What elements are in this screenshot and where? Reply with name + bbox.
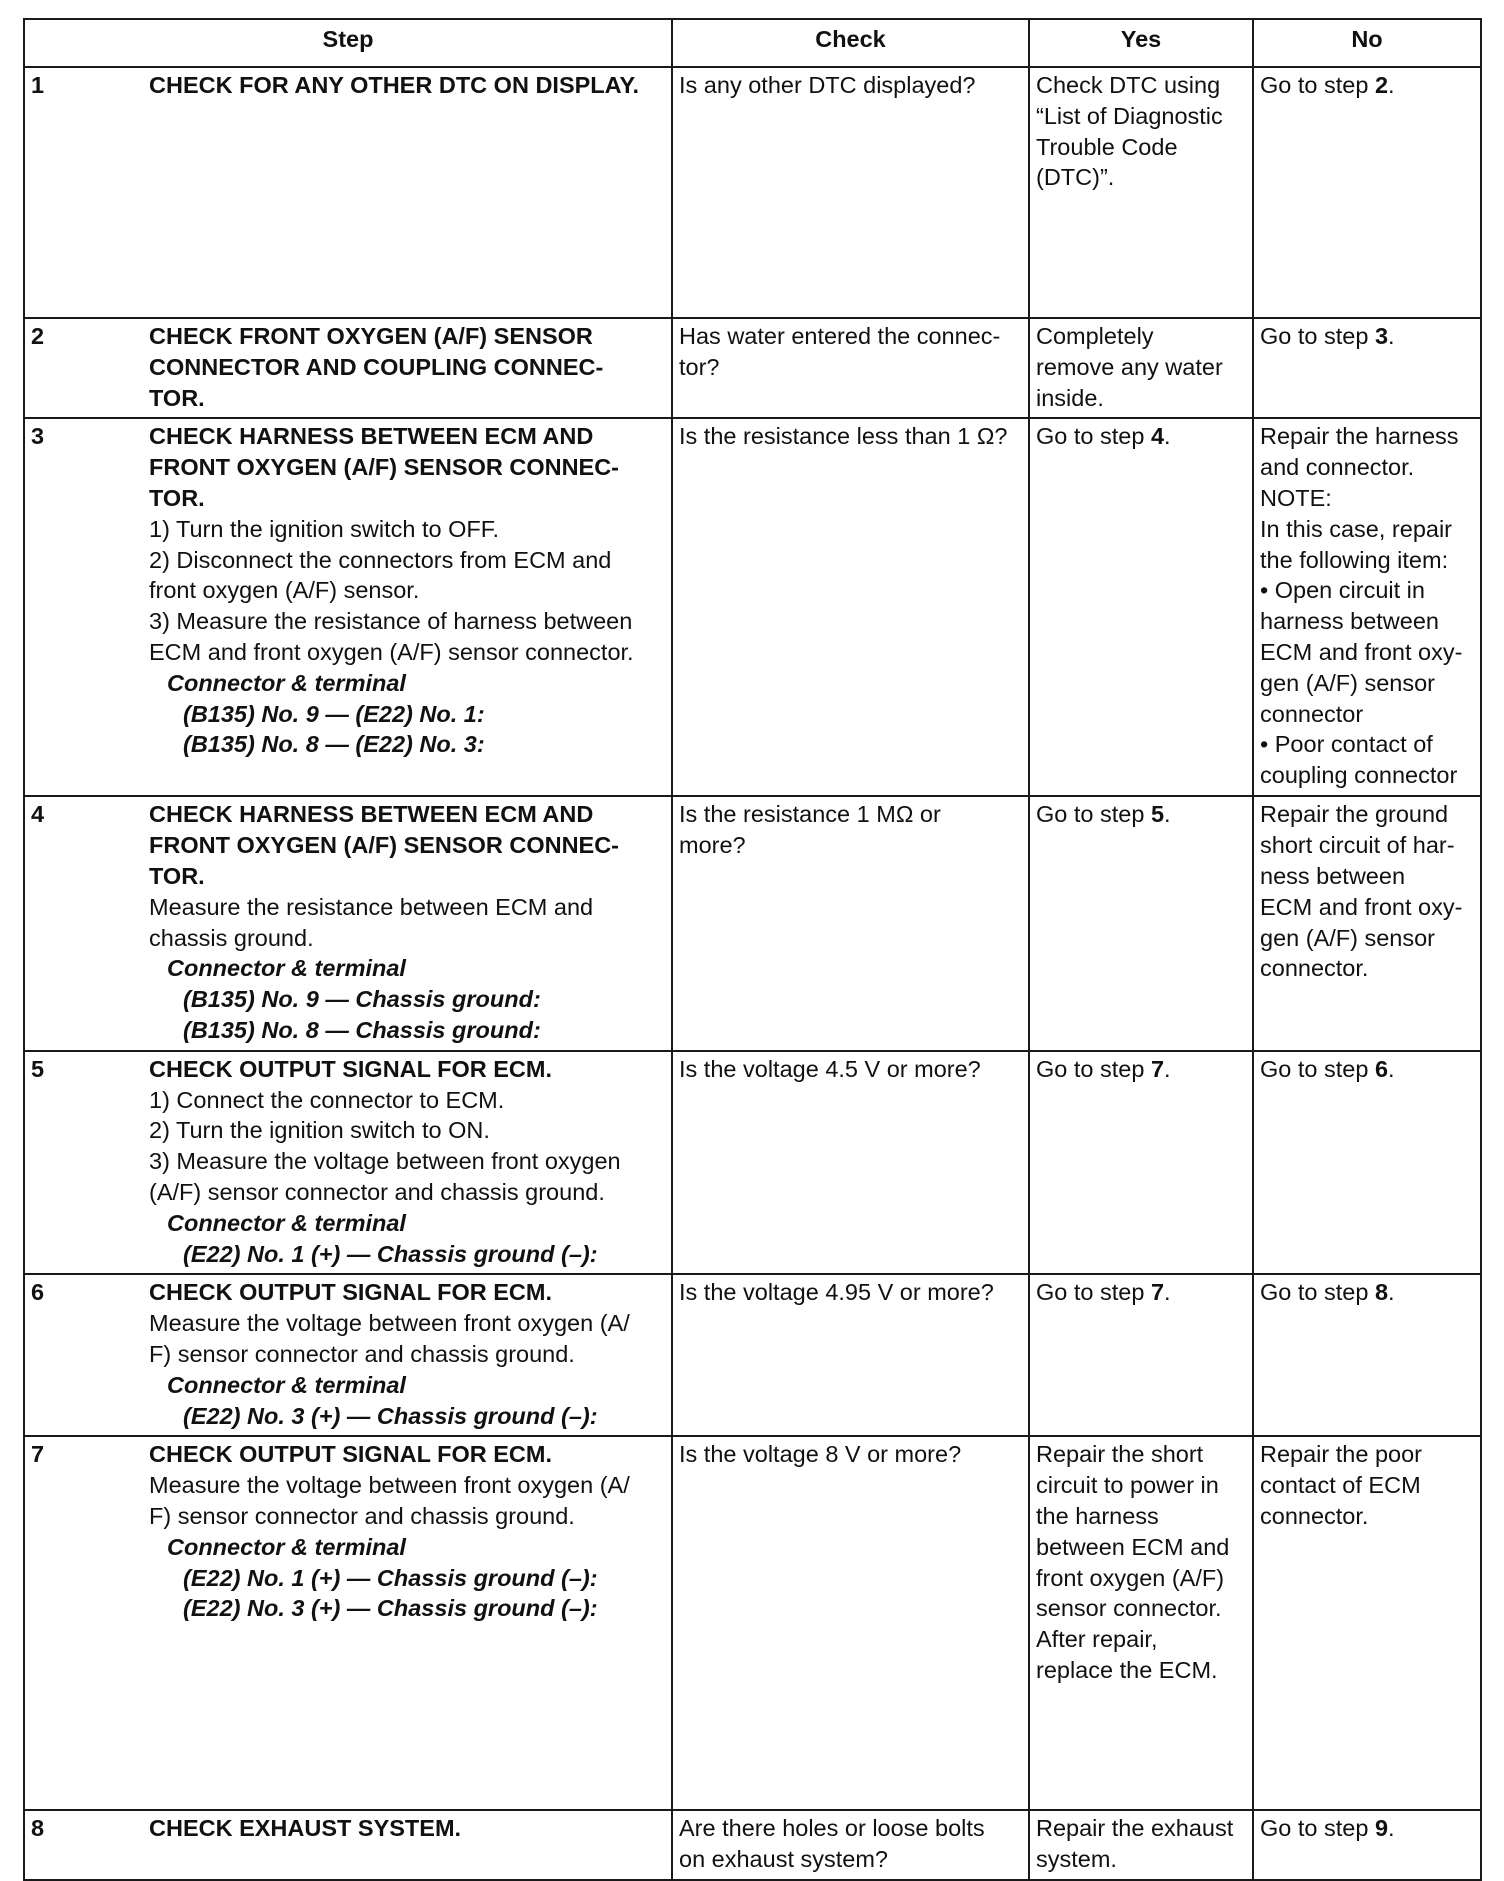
go-to-step-suffix: . xyxy=(1164,1055,1171,1082)
no-text: short circuit of har- xyxy=(1260,832,1455,859)
no-cell xyxy=(1253,1810,1481,1880)
step-title: CHECK FRONT OXYGEN (A/F) SENSOR xyxy=(149,323,593,349)
step-number: 2 xyxy=(31,323,45,349)
check-cell xyxy=(672,1436,1029,1810)
step-title: CHECK OUTPUT SIGNAL FOR ECM. xyxy=(149,1055,552,1082)
go-to-step-number: 9 xyxy=(1374,1815,1389,1842)
no-text: connector. xyxy=(1260,955,1369,982)
no-cell xyxy=(1253,67,1481,318)
go-to-step-prefix: Go to step xyxy=(1260,1279,1375,1306)
step-instruction: 2) Turn the ignition switch to ON. xyxy=(149,1117,490,1144)
go-to-step-prefix: Go to step xyxy=(1260,72,1375,98)
step-body xyxy=(149,321,665,413)
no-text: Repair the ground xyxy=(1260,801,1449,828)
yes-cell xyxy=(1029,1051,1253,1275)
table-row xyxy=(24,418,1481,796)
go-to-step-prefix: Go to step xyxy=(1260,323,1375,349)
yes-text: system. xyxy=(1036,1846,1117,1873)
yes-text: After repair, xyxy=(1036,1626,1158,1653)
header-yes: Yes xyxy=(1029,19,1253,67)
step-instruction: 2) Disconnect the connectors from ECM and xyxy=(149,546,612,573)
step-number: 1 xyxy=(31,72,45,98)
step-cell xyxy=(24,1810,672,1880)
go-to-step-suffix: . xyxy=(1164,801,1171,828)
check-text: Are there holes or loose bolts xyxy=(679,1815,985,1842)
check-text: Is the voltage 4.5 V or more? xyxy=(679,1055,981,1082)
check-cell xyxy=(672,1274,1029,1436)
diagnostic-table xyxy=(23,18,1482,1881)
step-title: TOR. xyxy=(149,484,205,511)
step-cell xyxy=(24,1436,672,1810)
step-title: CHECK HARNESS BETWEEN ECM AND xyxy=(149,801,594,828)
go-to-step-prefix: Go to step xyxy=(1036,1055,1151,1082)
no-text: In this case, repair xyxy=(1260,515,1453,542)
step-cell xyxy=(24,67,672,318)
step-title: TOR. xyxy=(149,384,205,411)
step-title: FRONT OXYGEN (A/F) SENSOR CONNEC- xyxy=(149,832,620,859)
go-to-step-number: 3 xyxy=(1374,323,1389,349)
step-instruction: F) sensor connector and chassis ground. xyxy=(149,1340,575,1367)
yes-text: front oxygen (A/F) xyxy=(1036,1564,1225,1591)
no-text: connector. xyxy=(1260,1502,1369,1529)
connector-terminal-label: Connector & terminal xyxy=(167,955,406,982)
yes-text: Repair the exhaust xyxy=(1036,1815,1234,1842)
no-text: contact of ECM xyxy=(1260,1472,1421,1499)
no-text: • Open circuit in xyxy=(1260,577,1425,604)
terminal-spec: (B135) No. 8 — (E22) No. 3: xyxy=(183,731,485,758)
no-text: NOTE: xyxy=(1260,484,1332,511)
step-instruction: ECM and front oxygen (A/F) sensor connector. xyxy=(149,638,634,665)
yes-text: Repair the short xyxy=(1036,1441,1204,1468)
check-cell xyxy=(672,796,1029,1050)
no-text: • Poor contact of xyxy=(1260,731,1433,758)
terminal-spec: (B135) No. 9 — Chassis ground: xyxy=(183,986,541,1013)
step-instruction: Measure the resistance between ECM and xyxy=(149,893,594,920)
yes-cell xyxy=(1029,1274,1253,1436)
step-body xyxy=(149,1054,665,1270)
table-row xyxy=(24,796,1481,1050)
go-to-step xyxy=(1260,70,1474,101)
no-text: coupling connector xyxy=(1260,762,1458,789)
check-text: more? xyxy=(679,832,746,859)
go-to-step-suffix: . xyxy=(1388,1055,1395,1082)
no-text: gen (A/F) sensor xyxy=(1260,924,1436,951)
go-to-step-suffix: . xyxy=(1164,423,1171,450)
connector-terminal-label: Connector & terminal xyxy=(167,1371,406,1398)
step-title: CHECK HARNESS BETWEEN ECM AND xyxy=(149,423,594,450)
yes-text: the harness xyxy=(1036,1502,1159,1529)
check-text: Is the resistance less than 1 Ω? xyxy=(679,423,1008,450)
yes-text: remove any water xyxy=(1036,353,1223,380)
yes-cell xyxy=(1029,418,1253,796)
no-text: and connector. xyxy=(1260,454,1415,481)
go-to-step-suffix: . xyxy=(1388,323,1395,349)
step-body xyxy=(149,1439,665,1624)
header-step: Step xyxy=(24,19,672,67)
go-to-step-prefix: Go to step xyxy=(1260,1055,1375,1082)
check-cell xyxy=(672,67,1029,318)
step-body xyxy=(149,799,665,1045)
terminal-spec: (E22) No. 3 (+) — Chassis ground (–): xyxy=(183,1595,598,1622)
connector-terminal-label: Connector & terminal xyxy=(167,669,406,696)
check-cell xyxy=(672,318,1029,418)
step-number: 6 xyxy=(31,1279,45,1306)
step-number: 8 xyxy=(31,1815,45,1842)
yes-cell xyxy=(1029,796,1253,1050)
check-cell xyxy=(672,1051,1029,1275)
step-instruction: F) sensor connector and chassis ground. xyxy=(149,1502,575,1529)
step-number: 3 xyxy=(31,423,45,450)
connector-terminal-label: Connector & terminal xyxy=(167,1209,406,1236)
table-row xyxy=(24,1274,1481,1436)
go-to-step-suffix: . xyxy=(1388,72,1395,98)
yes-cell xyxy=(1029,318,1253,418)
table-row xyxy=(24,1436,1481,1810)
yes-text: inside. xyxy=(1036,384,1104,411)
go-to-step-number: 7 xyxy=(1150,1279,1165,1306)
go-to-step-number: 4 xyxy=(1150,423,1165,450)
yes-cell xyxy=(1029,1810,1253,1880)
yes-text: sensor connector. xyxy=(1036,1595,1222,1622)
terminal-spec: (E22) No. 3 (+) — Chassis ground (–): xyxy=(183,1402,598,1429)
check-text: Is the resistance 1 MΩ or xyxy=(679,801,941,828)
terminal-spec: (E22) No. 1 (+) — Chassis ground (–): xyxy=(183,1564,598,1591)
terminal-spec: (B135) No. 8 — Chassis ground: xyxy=(183,1016,541,1043)
go-to-step xyxy=(1036,1277,1246,1308)
yes-text: between ECM and xyxy=(1036,1533,1230,1560)
step-title: CHECK OUTPUT SIGNAL FOR ECM. xyxy=(149,1441,552,1468)
table-row xyxy=(24,1051,1481,1275)
step-cell xyxy=(24,1274,672,1436)
check-cell xyxy=(672,418,1029,796)
step-instruction: chassis ground. xyxy=(149,924,314,951)
go-to-step-suffix: . xyxy=(1164,1279,1171,1306)
yes-cell xyxy=(1029,67,1253,318)
go-to-step-number: 2 xyxy=(1374,72,1389,98)
go-to-step xyxy=(1260,1277,1474,1308)
terminal-spec: (B135) No. 9 — (E22) No. 1: xyxy=(183,700,485,727)
go-to-step xyxy=(1036,799,1246,830)
check-text: tor? xyxy=(679,353,720,380)
go-to-step-prefix: Go to step xyxy=(1036,423,1151,450)
step-instruction: (A/F) sensor connector and chassis ground. xyxy=(149,1178,605,1205)
yes-text: Trouble Code xyxy=(1036,133,1178,160)
go-to-step xyxy=(1036,1054,1246,1085)
yes-text: circuit to power in xyxy=(1036,1472,1219,1499)
go-to-step-suffix: . xyxy=(1388,1815,1395,1842)
no-text: the following item: xyxy=(1260,546,1449,573)
yes-text: Completely xyxy=(1036,323,1154,349)
go-to-step-number: 7 xyxy=(1150,1055,1165,1082)
terminal-spec: (E22) No. 1 (+) — Chassis ground (–): xyxy=(183,1240,598,1267)
go-to-step-number: 8 xyxy=(1374,1279,1389,1306)
step-title: CHECK FOR ANY OTHER DTC ON DISPLAY. xyxy=(149,72,640,98)
no-text: harness between xyxy=(1260,608,1439,635)
header-check: Check xyxy=(672,19,1029,67)
step-body xyxy=(149,421,665,760)
step-title: CHECK OUTPUT SIGNAL FOR ECM. xyxy=(149,1279,552,1306)
yes-cell xyxy=(1029,1436,1253,1810)
check-text: Has water entered the connec- xyxy=(679,323,1001,349)
no-text: ness between xyxy=(1260,862,1406,889)
step-instruction: 1) Turn the ignition switch to OFF. xyxy=(149,515,500,542)
step-body xyxy=(149,1277,665,1431)
step-number: 4 xyxy=(31,801,45,828)
step-cell xyxy=(24,1051,672,1275)
step-instruction: Measure the voltage between front oxygen (A/ xyxy=(149,1310,630,1337)
table-row xyxy=(24,67,1481,318)
go-to-step-suffix: . xyxy=(1388,1279,1395,1306)
step-cell xyxy=(24,318,672,418)
step-instruction: front oxygen (A/F) sensor. xyxy=(149,577,420,604)
go-to-step xyxy=(1260,1054,1474,1085)
step-instruction: 3) Measure the resistance of harness between xyxy=(149,608,633,635)
yes-text: replace the ECM. xyxy=(1036,1656,1218,1683)
go-to-step xyxy=(1036,421,1246,452)
table-row xyxy=(24,1810,1481,1880)
step-title: FRONT OXYGEN (A/F) SENSOR CONNEC- xyxy=(149,454,620,481)
check-text: Is the voltage 8 V or more? xyxy=(679,1441,962,1468)
step-body xyxy=(149,70,665,101)
step-number: 5 xyxy=(31,1055,45,1082)
step-title: CONNECTOR AND COUPLING CONNEC- xyxy=(149,353,604,380)
no-cell xyxy=(1253,318,1481,418)
step-cell xyxy=(24,418,672,796)
go-to-step xyxy=(1260,321,1474,352)
no-cell xyxy=(1253,1274,1481,1436)
connector-terminal-label: Connector & terminal xyxy=(167,1533,406,1560)
step-title: CHECK EXHAUST SYSTEM. xyxy=(149,1815,462,1842)
no-cell xyxy=(1253,1051,1481,1275)
no-cell xyxy=(1253,796,1481,1050)
no-text: Repair the poor xyxy=(1260,1441,1422,1468)
go-to-step-prefix: Go to step xyxy=(1260,1815,1375,1842)
no-text: gen (A/F) sensor xyxy=(1260,669,1436,696)
header-row xyxy=(24,19,1481,67)
go-to-step-number: 5 xyxy=(1150,801,1165,828)
go-to-step-number: 6 xyxy=(1374,1055,1389,1082)
no-cell xyxy=(1253,418,1481,796)
go-to-step-prefix: Go to step xyxy=(1036,1279,1151,1306)
yes-text: Check DTC using xyxy=(1036,72,1221,98)
no-text: ECM and front oxy- xyxy=(1260,638,1463,665)
header-no: No xyxy=(1253,19,1481,67)
check-text: on exhaust system? xyxy=(679,1846,888,1873)
no-text: ECM and front oxy- xyxy=(1260,893,1463,920)
check-text: Is any other DTC displayed? xyxy=(679,72,976,98)
no-text: Repair the harness xyxy=(1260,423,1459,450)
step-title: TOR. xyxy=(149,862,205,889)
step-instruction: Measure the voltage between front oxygen (A/ xyxy=(149,1472,630,1499)
yes-text: “List of Diagnostic xyxy=(1036,102,1223,129)
no-cell xyxy=(1253,1436,1481,1810)
check-cell xyxy=(672,1810,1029,1880)
step-number: 7 xyxy=(31,1441,45,1468)
step-instruction: 1) Connect the connector to ECM. xyxy=(149,1086,505,1113)
go-to-step xyxy=(1260,1813,1474,1844)
yes-text: (DTC)”. xyxy=(1036,164,1115,191)
table-row xyxy=(24,318,1481,418)
no-text: connector xyxy=(1260,700,1364,727)
step-body xyxy=(149,1813,665,1844)
go-to-step-prefix: Go to step xyxy=(1036,801,1151,828)
step-cell xyxy=(24,796,672,1050)
step-instruction: 3) Measure the voltage between front oxygen xyxy=(149,1148,621,1175)
check-text: Is the voltage 4.95 V or more? xyxy=(679,1279,994,1306)
